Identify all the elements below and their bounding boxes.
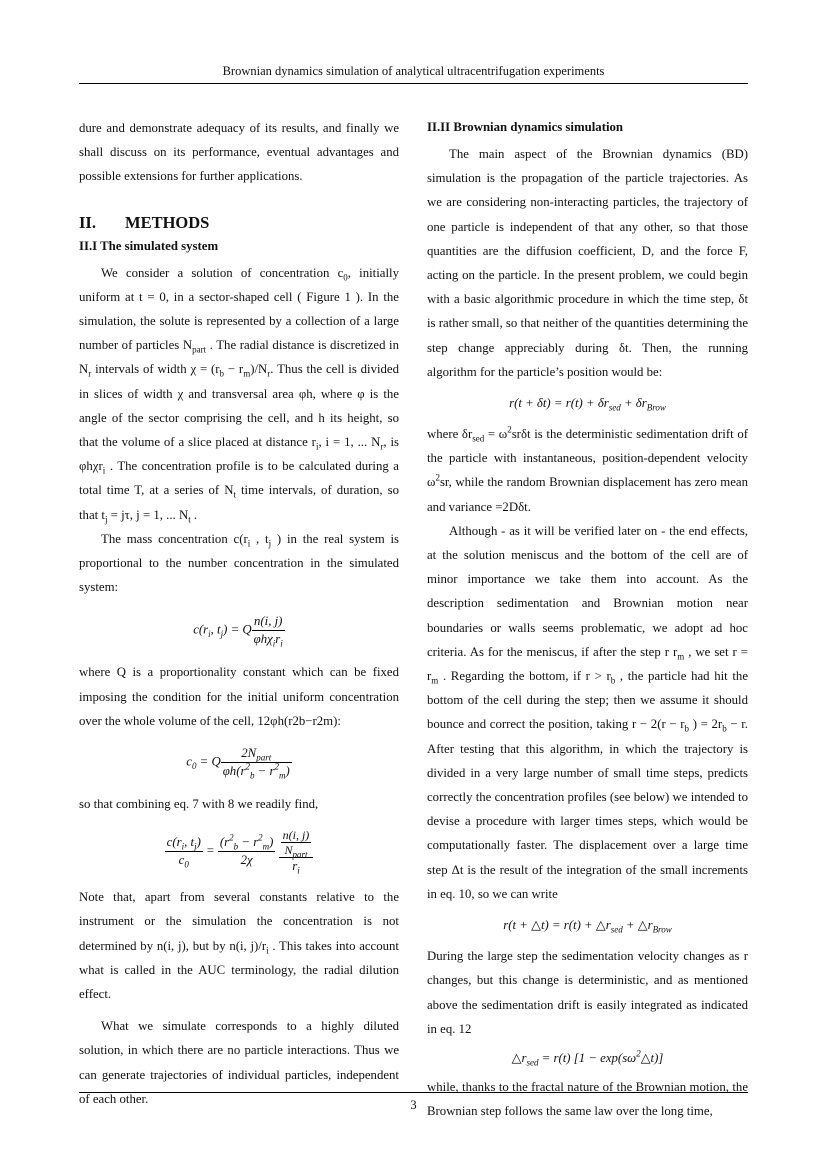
- equation-9: $\frac{c(r_i, t_j)}{c_0}$ = $\frac{(r^2_b - r^2_m)}{2\chi}$ $\frac{\frac{n(i, j)}{N_{part}}}{r_i}$: [79, 828, 399, 875]
- subsection-heading-brownian-dynamics: II.II Brownian dynamics simulation: [427, 120, 624, 134]
- running-title: Brownian dynamics simulation of analytical ultracentrifugation experiments: [222, 64, 605, 78]
- paragraph-large-step: During the large step the sedimentation velocity changes as r changes, but this change is deterministic, and as mentioned above the sedimentation drift is easily integrated as indicated in eq. 12: [427, 949, 748, 1036]
- paragraph-diluted-solution: What we simulate corresponds to a highly diluted solution, in which there are no particle interactions. Thus we can generate trajectories of individual particles, independent of each other.: [79, 1019, 399, 1106]
- equation-11: r(t + △t) = $r(t) + \triangle r_{sed}$ + $\triangle r_{Brow}$: [503, 918, 672, 935]
- paragraph-combining-equations: so that combining eq. 7 with 8 we readily find,: [79, 797, 319, 812]
- paragraph-radial-dilution: Note that, apart from several constants relative to the instrument or the simulation the concentration is not determined by n(i, j), but by n(i, $j)/r_i$ . This takes into account what is called in the AUC terminology, the radial dilution effect.: [79, 890, 399, 1002]
- right-column: [427, 116, 748, 1123]
- equation-8: $c_0 = Q$ $\frac{2N_{part}}{\varphi h(r^2_b - r^2_m)}$: [186, 746, 290, 781]
- equation-7: $c(r_i$, $t_j) = Q$ $\frac{n(i, j)}{\varphi h\chi_ir_i}$: [193, 614, 283, 649]
- section-heading: [79, 211, 399, 235]
- paragraph-bd-main-aspect: The main aspect of the Brownian dynamics (BD) simulation is the propagation of the particle trajectories. As we are considering non-interacting particles, the trajectory of one particle is independent of that any other, so that those quantities are the diffusion coefficient, D, and the force F, acting on the particle. In the present problem, we could begin with a basic algorithmic procedure in which the time step, δt is rather small, so that neither of the quantities determining the step change appreciably during δt. Then, the running algorithm for the particle’s position would be:: [427, 147, 748, 379]
- left-column: [79, 116, 399, 1111]
- paragraph-mass-concentration: The mass concentration $c(r_i$ , $t_j$ ) in the real system is proportional to the number concentration in the simulated system:: [79, 531, 399, 595]
- paragraph-proportionality-constant: where Q is a proportionality constant which can be fixed imposing the condition for the initial uniform concentration over the whole volume of the cell, 12φh(r2b−r2m):: [79, 665, 399, 728]
- equation-10: $r(t + \delta t) = r(t) + \delta r_{sed} + \delta r_{Brow}$: [509, 396, 666, 413]
- page-number: 3: [410, 1098, 417, 1112]
- paragraph-fractal-nature: while, thanks to the fractal nature of the Brownian motion, the Brownian step follows the same law over the long time,: [427, 1079, 748, 1119]
- section-number: II.: [79, 212, 96, 232]
- footer-rule: [79, 1092, 748, 1093]
- subsection-heading-simulated-system: II.I The simulated system: [79, 238, 219, 253]
- paragraph-simulated-system: We consider a solution of concentration $c_0$, initially uniform at t = 0, in a sector-shaped cell ( Figure 1 ). In the simulation, the solute is represented by a collection of a large number of particles $N_{part}$ . The radial distance is discretized in $N_r$ intervals of width $\chi = (r_b - r_m)/N_r$. Thus the cell is divided in slices of width χ and transversal area φh, where φ is the angle of the sector comprising the cell, and h its height, so that the volume of a slice placed at distance $r_i$, i = 1, ... $N_r$, is φhχr$_i$ . The concentration profile is to be calculated during a total time T, at a series of $N_t$ time intervals, of duration, so that $t_j = j\tau$, j = 1, ... $N_t$ .: [79, 265, 400, 525]
- paragraph-sedimentation-drift: where $\delta r_{sed} = \omega^2sr\delta t$ is the deterministic sedimentation drift of the particle with instantaneous, position-dependent velocity $\omega^2sr$, while the random Brownian displacement has zero mean and variance =2Dδt.: [427, 424, 748, 514]
- paragraph-intro-end: dure and demonstrate adequacy of its results, and finally we shall discuss on its performance, eventual advantages and possible extensions for further applications.: [79, 121, 399, 184]
- section-title: METHODS: [125, 212, 210, 232]
- paragraph-end-effects: Although - as it will be verified later on - the end effects, at the solution meniscus and the bottom of the cell are of minor importance we take them into account. As the description sedimentation and Brownian motion near boundaries or walls seems problematic, we adopt ad hoc criteria. As for the meniscus, if after the step r $r_m$ , we set $r = r_m$ . Regarding the bottom, if $r > r_b$ , the particle had hit the bottom of the cell during the step; then we assume it should bounce and correct the position, taking $r - 2(r - r_b$ ) = $2r_b - r$. After testing that this algorithm, in which the trajectory is divided in a very large number of small time steps, predicts correctly the concentration profiles (see below) we intended to devise a procedure with larger times steps, which would be computationally faster. The displacement over a large time step Δt is the result of the integration of the small increments in eq. 10, so we can write: [427, 523, 748, 901]
- header-rule: [79, 83, 748, 84]
- equation-12: $\triangle r_{sed} = r(t) [1$ − $\exp(s\omega^2\triangle t)$]: [511, 1048, 664, 1068]
